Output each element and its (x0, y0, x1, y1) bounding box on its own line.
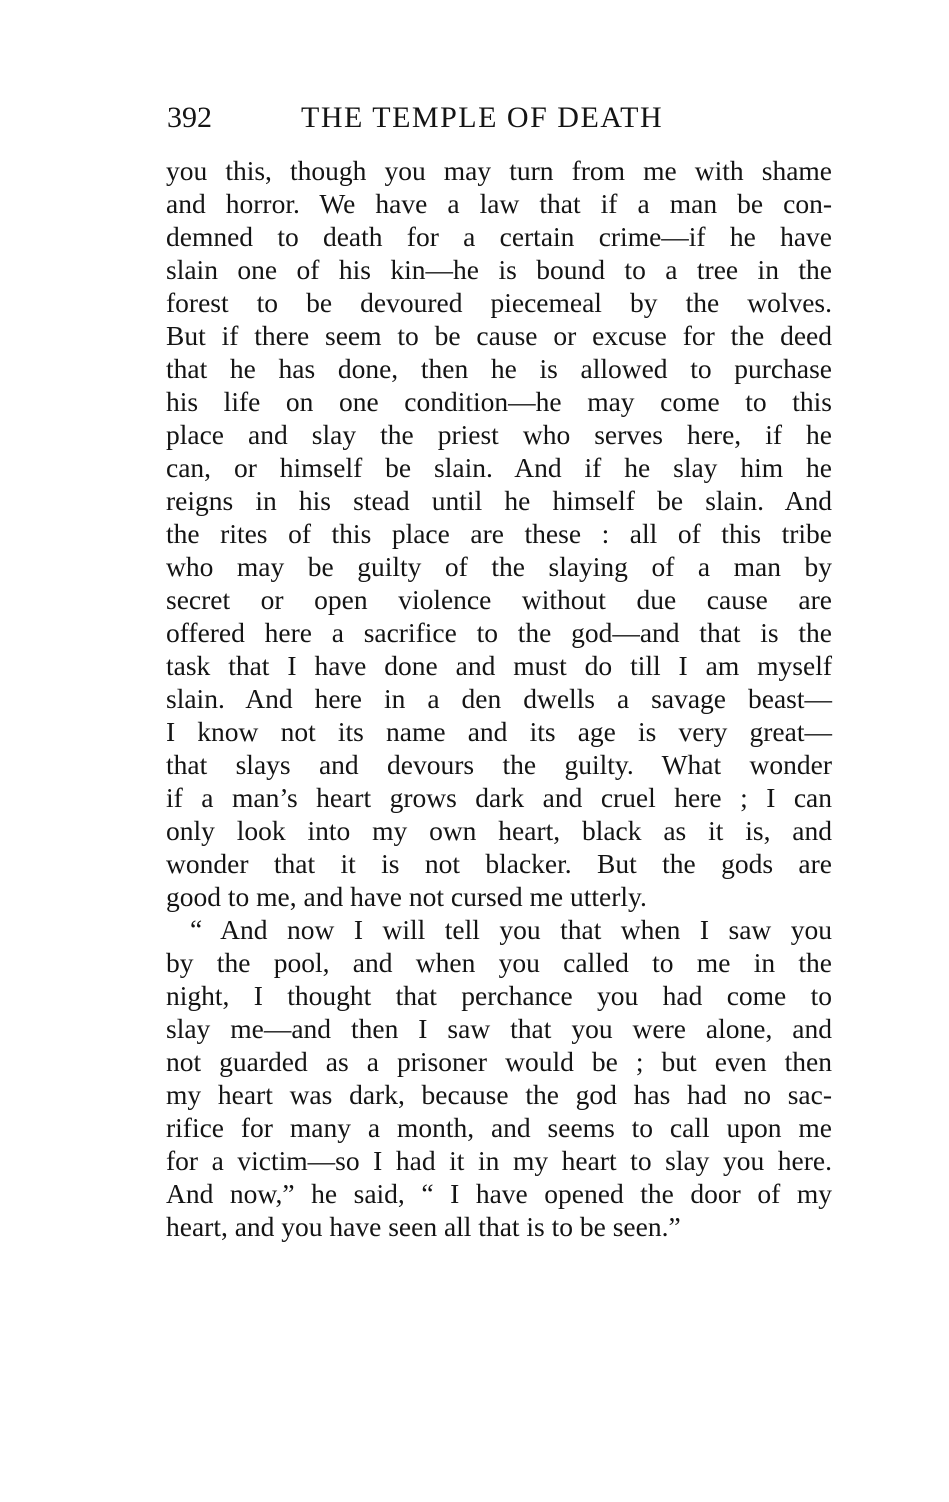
text-line: my heart was dark, because the god has had no sac- (166, 1079, 832, 1110)
text-line: you this, though you may turn from me with shame (166, 155, 832, 186)
text-line: his life on one condition—he may come to this (166, 386, 832, 417)
page-number: 392 (167, 101, 212, 134)
text-line: slain one of his kin—he is bound to a tree in the (166, 254, 832, 285)
text-line: heart, and you have seen all that is to be seen.” (166, 1211, 681, 1242)
text-line: that he has done, then he is allowed to purchase (166, 353, 832, 384)
text-line: not guarded as a prisoner would be ; but even then (166, 1046, 832, 1077)
text-line: by the pool, and when you called to me in the (166, 947, 832, 978)
text-line: night, I thought that perchance you had come to (166, 980, 832, 1011)
text-line: forest to be devoured piecemeal by the wolves. (166, 287, 832, 318)
text-line: the rites of this place are these : all of this tribe (166, 518, 832, 549)
text-line: “ And now I will tell you that when I saw you (190, 914, 832, 945)
text-line: good to me, and have not cursed me utterly. (166, 881, 647, 912)
text-line: can, or himself be slain. And if he slay him he (166, 452, 832, 483)
text-line: who may be guilty of the slaying of a man by (166, 551, 832, 582)
text-line: for a victim—so I had it in my heart to slay you here. (166, 1145, 832, 1176)
text-line: slay me—and then I saw that you were alone, and (166, 1013, 832, 1044)
text-line: task that I have done and must do till I am myself (166, 650, 832, 681)
text-line: But if there seem to be cause or excuse for the deed (166, 320, 832, 351)
text-line: and horror. We have a law that if a man be con- (166, 188, 832, 219)
text-line: slain. And here in a den dwells a savage beast— (166, 683, 832, 714)
text-line: I know not its name and its age is very great— (166, 716, 832, 747)
text-line: demned to death for a certain crime—if he have (166, 221, 832, 252)
running-title: THE TEMPLE OF DEATH (301, 101, 664, 134)
text-line: reigns in his stead until he himself be slain. And (166, 485, 832, 516)
text-line: offered here a sacrifice to the god—and that is the (166, 617, 832, 648)
text-line: And now,” he said, “ I have opened the door of my (166, 1178, 832, 1209)
text-line: place and slay the priest who serves here, if he (166, 419, 832, 450)
text-line: that slays and devours the guilty. What wonder (166, 749, 832, 780)
running-head (167, 98, 831, 138)
text-line: if a man’s heart grows dark and cruel here ; I can (166, 782, 832, 813)
body-text (166, 154, 832, 1243)
text-line: wonder that it is not blacker. But the gods are (166, 848, 832, 879)
text-line: secret or open violence without due cause are (166, 584, 832, 615)
text-line: only look into my own heart, black as it is, and (166, 815, 832, 846)
text-line: rifice for many a month, and seems to call upon me (166, 1112, 832, 1143)
